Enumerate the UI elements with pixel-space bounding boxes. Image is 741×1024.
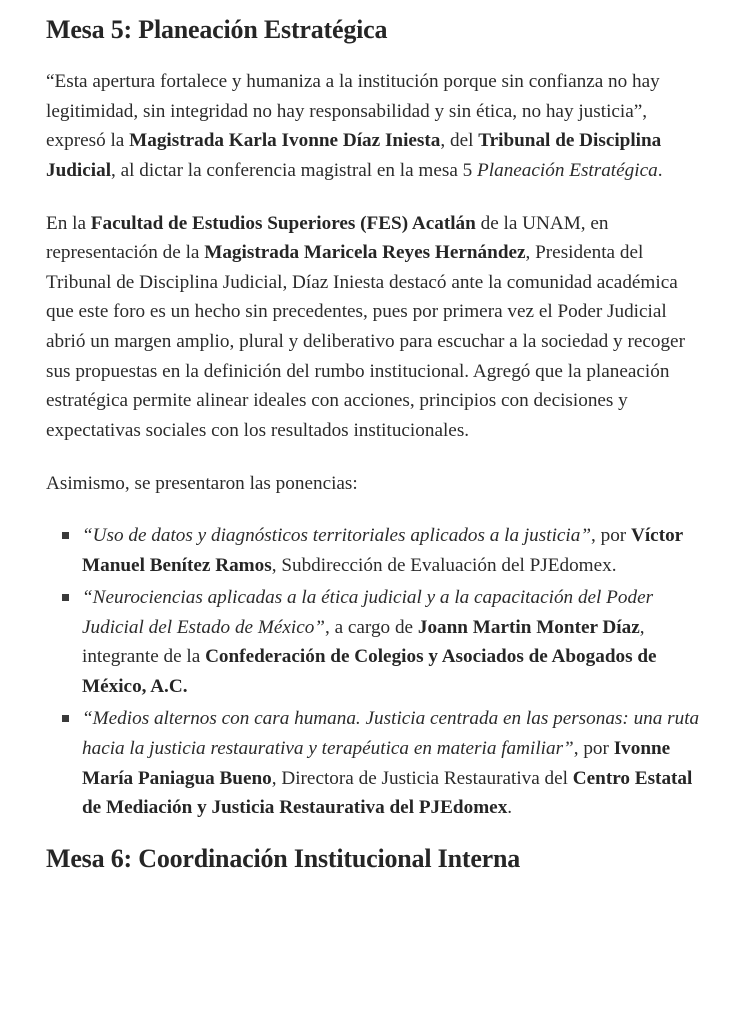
- text-run: , al dictar la conferencia magistral en la mesa 5: [111, 159, 478, 181]
- paragraph-quote: [46, 67, 701, 185]
- quote-text: “Esta apertura fortalece y humaniza a la institución porque sin confianza no hay legitimidad, sin integridad no hay responsabilidad y sin ética, no hay justicia”: [46, 71, 660, 122]
- list-item: [82, 521, 701, 580]
- paragraph-context: [46, 209, 701, 446]
- organization-name: Confederación de Colegios y Asociados de Abogados de México, A.C.: [82, 646, 657, 697]
- text-run: .: [657, 159, 663, 181]
- ponencia-title: “Medios alternos con cara humana. Justicia centrada en las personas: una ruta hacia la justicia restaurativa y terapéutica en materia familiar”: [82, 708, 700, 760]
- text-run: , integrante de la: [82, 616, 645, 668]
- text-run: En la: [46, 212, 91, 234]
- mesa-title: Planeación Estratégica: [477, 159, 658, 181]
- text-run: .: [507, 797, 513, 819]
- speaker-name: Magistrada Karla Ivonne Díaz Iniesta: [129, 130, 441, 152]
- text-run: , a cargo de: [324, 616, 418, 638]
- section-heading-mesa-6: Mesa 6: Coordinación Institucional Interna: [46, 843, 521, 873]
- president-name: Magistrada Maricela Reyes Hernández: [204, 242, 526, 264]
- ponencia-title: “Uso de datos y diagnósticos territoriales aplicados a la justicia”: [82, 524, 592, 546]
- text-run: , Subdirección de Evaluación del PJEdomex.: [271, 554, 617, 576]
- ponencias-list: [46, 521, 701, 823]
- list-item: [82, 583, 701, 701]
- ponente-name: Víctor Manuel Benítez Ramos: [82, 524, 683, 576]
- text-run: , por: [573, 738, 614, 760]
- ponente-name: Ivonne María Paniagua Bueno: [82, 738, 671, 789]
- paragraph-ponencias-intro: Asimismo, se presentaron las ponencias:: [46, 473, 358, 495]
- organization-name: Centro Estatal de Mediación y Justicia Restaurativa del PJEdomex: [82, 767, 693, 819]
- section-heading-mesa-5: Mesa 5: Planeación Estratégica: [46, 15, 388, 44]
- text-run: , expresó la: [46, 100, 648, 152]
- text-run: , Directora de Justicia Restaurativa del: [271, 767, 573, 789]
- list-item: [82, 704, 701, 822]
- institution-name: Tribunal de Disciplina Judicial: [46, 130, 662, 181]
- venue-name: Facultad de Estudios Superiores (FES) Acatlán: [90, 212, 476, 234]
- text-run: de la UNAM, en representación de la: [46, 212, 609, 264]
- ponente-name: Joann Martin Monter Díaz: [417, 616, 640, 638]
- text-run: , Presidenta del Tribunal de Disciplina Judicial, Díaz Iniesta destacó ante la comunidad académica que este foro es un hecho sin precedentes, pues por primera vez el Poder Judicial abrió un margen amplio, plural y deliberativo para escuchar a la sociedad y recoger sus propuestas en la definición del rumbo institucional. Agregó que la planeación estratégica permite alinear ideales con acciones, principios con decisiones y expectativas sociales con los resultados institucionales.: [46, 242, 685, 441]
- text-run: , por: [591, 524, 631, 546]
- text-run: , del: [440, 130, 479, 152]
- ponencia-title: “Neurociencias aplicadas a la ética judicial y a la capacitación del Poder Judicial del Estado de México”: [82, 587, 654, 638]
